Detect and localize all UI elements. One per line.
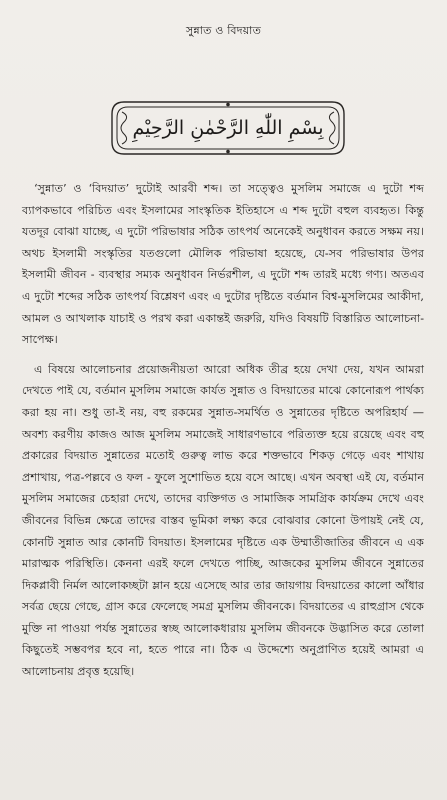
paragraph: এ বিষয়ে আলোচনার প্রয়োজনীয়তা আরো অধিক তীব্র হয়ে দেখা দেয়, যখন আমরা দেখতে পাই যে, বর্তমান মুসলিম সমাজে কার্যত সুন্নাত ও বিদয়াতের মাঝে কোনোরূপ পার্থক্য করা হয় না। শুধু তা-ই নয়, বহু রকমের সুন্নাত-সমর্থিত ও সুন্নাতের দৃষ্টিতে অপরিহার্য — অবশ্য করণীয় কাজও আজ মুসলিম সমাজেই সাধারণভাবে পরিত্যক্ত হয়ে রয়েছে এবং বহু প্রকারের বিদয়াত সুন্নাতের মতোই গুরুত্ব লাভ করে শক্তভাবে শিকড় গেড়ে এবং শাখায় প্রশাখায়, পত্র-পল্লবে ও ফল - ফুলে সুশোভিত হয়ে বসে আছে। এখন অবস্থা এই যে, বর্তমান মুসলিম সমাজের চেহারা দেখে, তাদের ব্যক্তিগত ও সামাজিক সামগ্রিক কার্যক্রম দেখে এবং জীবনের বিভিন্ন ক্ষেত্রে তাদের বাস্তব ভূমিকা লক্ষ্য করে বোঝবার কোনো উপায়ই নেই যে, কোনটি সুন্নাত আর কোনটি বিদয়াত। ইসলামের দৃষ্টিতে এক উম্মাতীজাতির জীবনে এ এক মারাত্মক পরিস্থিতি। কেননা এরই ফলে দেখতে পাচ্ছি, আজকের মুসলিম জীবনে সুন্নাতের দিকপ্লাবী নির্মল আলোকচ্ছটা ম্লান হয়ে এসেছে আর তার জায়গায় বিদয়াতের কালো আঁধার সর্বত্র ছেয়ে গেছে, গ্রাস করে ফেলেছে সমগ্র মুসলিম জীবনকে। বিদয়াতের এ রাহুগ্রাস থেকে মুক্তি না পাওয়া পর্যন্ত সুন্নাতের স্বচ্ছ আলোকধারায় মুসলিম জীবনকে উদ্ভাসিত করে তোলা কিছুতেই সম্ভবপর হবে না, হতে পারে না। ঠিক এ উদ্দেশ্যে অনুপ্রাণিত হয়েই আমরা এ আলোচনায় প্রবৃত্ত হয়েছি। (22, 362, 424, 679)
body-text (22, 178, 424, 683)
bismillah-text: بِسْمِ اللّٰهِ الرَّحْمٰنِ الرَّحِيْمِ (132, 117, 324, 139)
running-title: সুন্নাত ও বিদয়াত (185, 24, 262, 37)
paragraph: ‘সুন্নাত’ ও ‘বিদয়াত’ দুটোই আরবী শব্দ। তা সত্ত্বেও মুসলিম সমাজে এ দুটো শব্দ ব্যাপকভাবে পরিচিত এবং ইসলামের সাংস্কৃতিক ইতিহাসে এ শব্দ দুটো বহুল ব্যবহৃত। কিন্তু যতদূর বোঝা যাচ্ছে, এ দুটো পরিভাষার সঠিক তাৎপর্য অনেকেই অনুধাবন করতে সক্ষম নয়। অথচ ইসলামী সংস্কৃতির যতগুলো মৌলিক পরিভাষা হয়েছে, যে-সব পরিভাষার উপর ইসলামী জীবন - ব্যবস্থার সম্যক অনুধাবন নির্ভরশীল, এ দুটো শব্দ তারই মধ্যে গণ্য। অতএব এ দুটো শব্দের সঠিক তাৎপর্য বিশ্লেষণ এবং এ দুটোর দৃষ্টিতে বর্তমান বিশ্ব-মুসলিমের আকীদা, আমল ও আখলাক যাচাই ও পরখ করা একান্তই জরুরি, যদিও বিষয়টি বিস্তারিত আলোচনা-সাপেক্ষ। (22, 182, 424, 347)
bismillah-ornament (110, 100, 346, 156)
